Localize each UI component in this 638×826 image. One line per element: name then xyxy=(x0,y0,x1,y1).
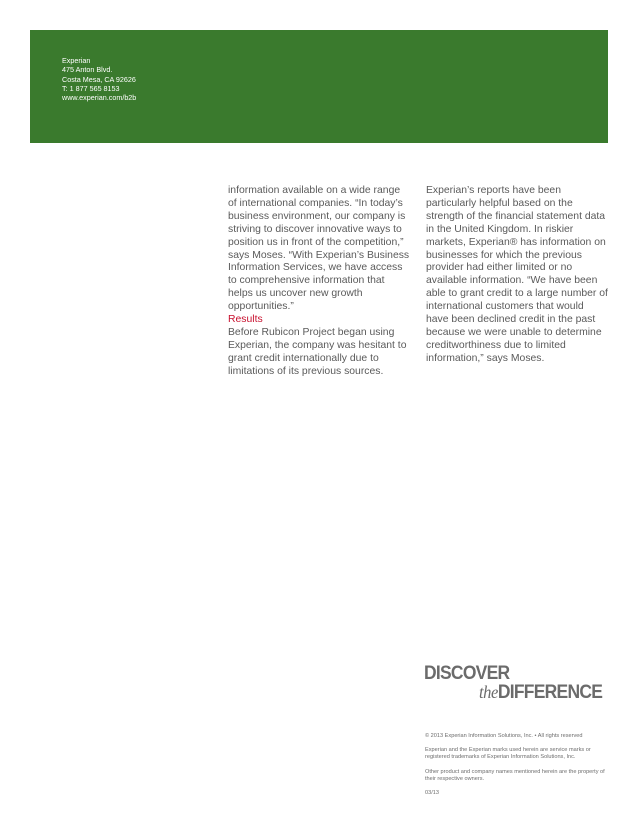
legal-trademarks: Experian and the Experian marks used herein are service marks or registered trademarks of Experian Information Solutions, Inc. xyxy=(425,747,591,761)
left-paragraph-2: Before Rubicon Project began using Experian, the company was hesitant to grant credit internationally due to limitations of its previous sources. xyxy=(228,326,407,377)
address-company: Experian xyxy=(62,56,91,65)
logo-line-2 xyxy=(479,682,602,704)
legal-date-code: 03/13 xyxy=(425,790,439,797)
address-city: Costa Mesa, CA 92626 xyxy=(62,74,136,84)
right-text-column xyxy=(426,185,608,366)
address-phone: T: 1 877 565 8153 xyxy=(62,83,120,93)
legal-copyright: © 2013 Experian Information Solutions, Inc. • All rights reserved xyxy=(425,733,583,739)
left-paragraph-1: information available on a wide range of international companies. “In today’s business environment, our company is striving to discover innovative ways to position us in front of the competition,” says Moses. “With Experian’s Business Information Services, we have access to comprehensive information that helps us uncover new growth opportunities.” xyxy=(228,185,410,313)
legal-other-names: Other product and company names mentioned herein are the property of their respective owners. xyxy=(425,768,605,782)
header-band xyxy=(30,30,608,143)
discover-the-difference-logo xyxy=(424,663,608,703)
logo-discover: DISCOVER xyxy=(424,663,510,684)
logo-the: the xyxy=(479,682,498,702)
left-text-column xyxy=(228,185,410,379)
logo-difference: DIFFERENCE xyxy=(497,682,603,703)
right-paragraph-1: Experian’s reports have been particularly helpful based on the strength of the financial statement data in the United Kingdom. In riskier markets, Experian® has information on businesses for which the previous provider had either limited or no available information. “We have been able to grant credit to a large number of international customers that would have been declined credit in the past because we were unable to determine creditworthiness due to limited information,” says Moses. xyxy=(426,185,608,364)
results-heading: Results xyxy=(228,314,263,326)
company-address xyxy=(62,56,136,102)
address-street: 475 Anton Blvd. xyxy=(62,65,113,75)
address-web-link[interactable]: www.experian.com/b2b xyxy=(62,93,137,103)
legal-notice xyxy=(425,733,605,804)
